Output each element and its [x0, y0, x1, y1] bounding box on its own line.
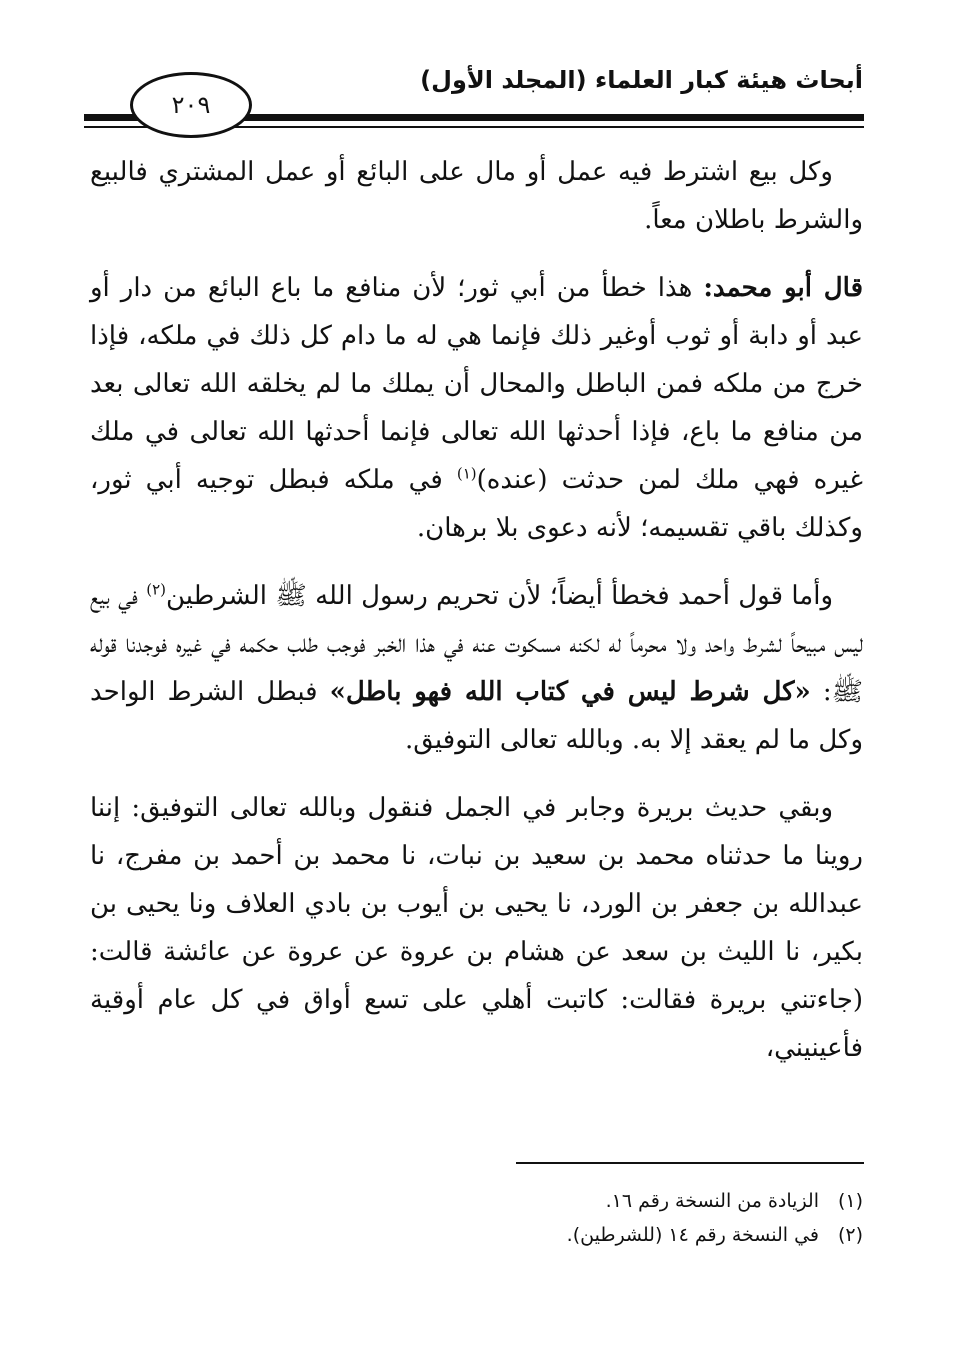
footnote-2: [163, 1218, 863, 1252]
paragraph-3: [90, 572, 863, 764]
page-number: ٢٠٩: [130, 72, 252, 138]
footnote-2-number: (٢): [837, 1224, 863, 1246]
running-header-title: أبحاث هيئة كبار العلماء (المجلد الأول): [420, 66, 863, 94]
footnote-2-text: في النسخة رقم ١٤ (للشرطين).: [566, 1224, 819, 1246]
paragraph-1: [90, 148, 863, 244]
body-text: [90, 148, 863, 1092]
paragraph-3-text-a: وأما قول أحمد فخطأ أيضاً؛ لأن تحريم رسول الله ﷺ الشرطين: [166, 581, 834, 611]
hadith-quote: «كل شرط ليس في كتاب الله فهو باطل»: [329, 677, 811, 707]
paragraph-2-lead: قال أبو محمد:: [703, 273, 863, 303]
paragraph-2: [90, 264, 863, 552]
footnote-1: [163, 1184, 863, 1218]
footnote-ref-2: (٢): [146, 580, 166, 599]
footnote-separator: [516, 1162, 864, 1164]
paragraph-3-text-b: في بيع ليس مبيحاً لشرط واحد ولا محرماً له لكنه مسكوت عنه في هذا الخبر فوجب طلب حكمه في غيره فوجدنا قوله ﷺ:: [90, 581, 864, 707]
paragraph-3-text-c: فبطل الشرط الواحد وكل ما لم يعقد إلا به. وبالله تعالى التوفيق.: [90, 677, 863, 755]
paragraph-2-text-a: هذا خطأ من أبي ثور؛ لأن منافع ما باع البائع من دار أو عبد أو دابة أو ثوب أوغير ذلك فإنما هي له ما دام كل ذلك في ملكه، فإذا خرج من ملكه فمن الباطل والمحال أن يملك ما لم يخلقه الله تعالى بعد من منافع ما باع، فإذا أحدثها الله تعالى فإنما أحدثها الله تعالى في ملك غيره فهي ملك لمن حدثت (عنده): [90, 273, 863, 495]
paragraph-2-text-b: في ملكه فبطل توجيه أبي ثور، وكذلك باقي تقسيمه؛ لأنه دعوى بلا برهان.: [90, 465, 863, 543]
paragraph-4-text: وبقي حديث بريرة وجابر في الجمل فنقول وبالله تعالى التوفيق: إننا روينا ما حدثناه محمد بن سعيد بن نبات، نا محمد بن أحمد بن مفرج، نا عبدالله بن جعفر بن الورد، نا يحيى بن أيوب بن بادي العلاف ونا يحيى بن بكير، نا الليث بن سعد عن هشام بن عروة عن عروة عن عائشة قالت: (جاءتني بريرة فقالت: كاتبت أهلي على تسع أواق في كل عام أوقية فأعينيني،: [90, 793, 863, 1063]
paragraph-1-text: وكل بيع اشترط فيه عمل أو مال على البائع أو عمل المشتري فالبيع والشرط باطلان معاً.: [90, 157, 863, 235]
footnote-ref-1: (١): [456, 464, 477, 483]
paragraph-4: [90, 784, 863, 1072]
footnotes: [163, 1184, 863, 1252]
footnote-1-text: الزيادة من النسخة رقم ١٦.: [605, 1190, 819, 1212]
footnote-1-number: (١): [837, 1190, 863, 1212]
